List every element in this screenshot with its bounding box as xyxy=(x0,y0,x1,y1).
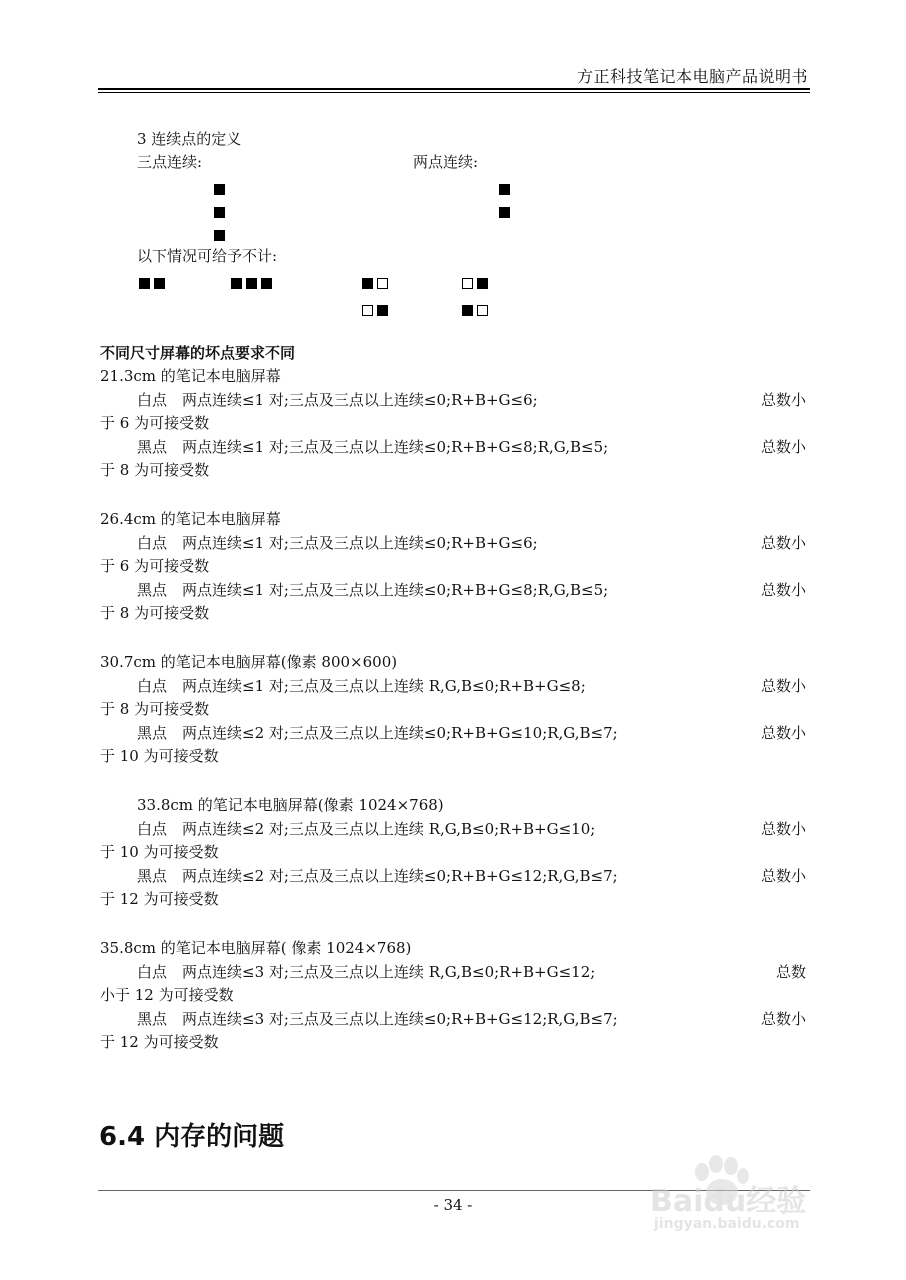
black-dot-line: 黑点 两点连续≤2 对;三点及三点以上连续≤0;R+B+G≤12;R,G,B≤7; xyxy=(137,867,618,885)
white-dot-line: 白点 两点连续≤2 对;三点及三点以上连续 R,G,B≤0;R+B+G≤10; xyxy=(137,820,596,838)
screens-title: 不同尺寸屏幕的坏点要求不同 xyxy=(100,344,296,362)
black-dot-line-tail: 总数小 xyxy=(760,438,806,456)
black-dot-spec xyxy=(100,579,806,602)
white-dot-line: 白点 两点连续≤1 对;三点及三点以上连续≤0;R+B+G≤6; xyxy=(137,391,538,409)
white-dot-line: 白点 两点连续≤3 对;三点及三点以上连续 R,G,B≤0;R+B+G≤12; xyxy=(137,963,596,981)
consecutive-heading: 3 连续点的定义 xyxy=(137,130,242,148)
screen-size-heading: 30.7cm 的笔记本电脑屏幕(像素 800×600) xyxy=(100,653,398,671)
screen-size-heading: 26.4cm 的笔记本电脑屏幕 xyxy=(100,510,281,528)
watermark-bai: Bai xyxy=(650,1184,704,1219)
page-number: - 34 - xyxy=(433,1196,473,1214)
black-dot-cont: 于 8 为可接受数 xyxy=(100,461,210,479)
white-dot-spec xyxy=(100,818,806,841)
screen-size-heading xyxy=(100,794,806,817)
black-dot-cont: 于 12 为可接受数 xyxy=(100,1033,219,1051)
white-dot-cont: 于 10 为可接受数 xyxy=(100,843,219,861)
dead-pixel-square xyxy=(214,184,225,195)
black-dot-line: 黑点 两点连续≤1 对;三点及三点以上连续≤0;R+B+G≤8;R,G,B≤5; xyxy=(137,581,609,599)
black-dot-line-tail: 总数小 xyxy=(760,581,806,599)
black-dot-line: 黑点 两点连续≤1 对;三点及三点以上连续≤0;R+B+G≤8;R,G,B≤5; xyxy=(137,438,609,456)
white-dot-spec xyxy=(100,675,806,698)
dead-pixel-square xyxy=(231,278,242,289)
black-dot-cont: 于 10 为可接受数 xyxy=(100,747,219,765)
white-dot-line-tail: 总数小 xyxy=(760,534,806,552)
normal-pixel-square xyxy=(462,278,473,289)
black-dot-spec xyxy=(100,865,806,888)
screen-size-heading: 35.8cm 的笔记本电脑屏幕( 像素 1024×768) xyxy=(100,939,412,957)
black-dot-line-tail: 总数小 xyxy=(760,1010,806,1028)
black-dot-spec xyxy=(100,436,806,459)
three-consecutive-label: 三点连续: xyxy=(137,153,203,171)
screen-size-heading: 21.3cm 的笔记本电脑屏幕 xyxy=(100,367,281,385)
section-title: 6.4 内存的问题 xyxy=(99,1122,285,1152)
dead-pixel-square xyxy=(377,305,388,316)
black-dot-cont: 于 8 为可接受数 xyxy=(100,604,210,622)
white-dot-line-tail: 总数小 xyxy=(760,391,806,409)
dead-pixel-square xyxy=(477,278,488,289)
white-dot-line-tail: 总数小 xyxy=(760,820,806,838)
white-dot-spec xyxy=(100,961,806,984)
dead-pixel-square xyxy=(214,230,225,241)
dead-pixel-square xyxy=(246,278,257,289)
baidu-jingyan-watermark xyxy=(650,1150,850,1240)
ignore-pattern-diagonal-b xyxy=(462,273,492,319)
dead-pixel-square xyxy=(154,278,165,289)
white-dot-line: 白点 两点连续≤1 对;三点及三点以上连续≤0;R+B+G≤6; xyxy=(137,534,538,552)
black-dot-line-tail: 总数小 xyxy=(760,867,806,885)
dead-pixel-square xyxy=(362,278,373,289)
ignore-pattern-two-horizontal xyxy=(139,273,169,292)
white-dot-spec xyxy=(100,532,806,555)
dead-pixel-square xyxy=(462,305,473,316)
watermark-jingyan: 经验 xyxy=(746,1184,807,1219)
white-dot-line-tail: 总数 xyxy=(775,963,806,981)
white-dot-line: 白点 两点连续≤1 对;三点及三点以上连续 R,G,B≤0;R+B+G≤8; xyxy=(137,677,586,695)
dead-pixel-square xyxy=(139,278,150,289)
document-header-title: 方正科技笔记本电脑产品说明书 xyxy=(576,67,808,86)
two-consecutive-label: 两点连续: xyxy=(413,153,479,171)
normal-pixel-square xyxy=(477,305,488,316)
dead-pixel-square xyxy=(499,207,510,218)
dead-pixel-square xyxy=(214,207,225,218)
black-dot-cont: 于 12 为可接受数 xyxy=(100,890,219,908)
watermark-du: du xyxy=(703,1184,747,1219)
black-dot-line: 黑点 两点连续≤3 对;三点及三点以上连续≤0;R+B+G≤12;R,G,B≤7; xyxy=(137,1010,618,1028)
white-dot-line-tail: 总数小 xyxy=(760,677,806,695)
header-rule-thin xyxy=(98,92,810,93)
white-dot-cont: 于 8 为可接受数 xyxy=(100,700,210,718)
white-dot-cont: 小于 12 为可接受数 xyxy=(100,986,234,1004)
screen-size-heading-text: 33.8cm 的笔记本电脑屏幕(像素 1024×768) xyxy=(137,796,444,814)
dead-pixel-square xyxy=(261,278,272,289)
header-rule-thick xyxy=(98,88,810,90)
ignore-label: 以下情况可给予不计: xyxy=(137,247,278,265)
black-dot-spec xyxy=(100,722,806,745)
white-dot-cont: 于 6 为可接受数 xyxy=(100,557,210,575)
black-dot-line-tail: 总数小 xyxy=(760,724,806,742)
black-dot-line: 黑点 两点连续≤2 对;三点及三点以上连续≤0;R+B+G≤10;R,G,B≤7; xyxy=(137,724,618,742)
normal-pixel-square xyxy=(377,278,388,289)
black-dot-spec xyxy=(100,1008,806,1031)
ignore-pattern-diagonal-a xyxy=(362,273,392,319)
dead-pixel-square xyxy=(499,184,510,195)
normal-pixel-square xyxy=(362,305,373,316)
ignore-pattern-three-horizontal xyxy=(231,273,276,292)
white-dot-spec xyxy=(100,389,806,412)
white-dot-cont: 于 6 为可接受数 xyxy=(100,414,210,432)
watermark-url: jingyan.baidu.com xyxy=(654,1216,800,1232)
